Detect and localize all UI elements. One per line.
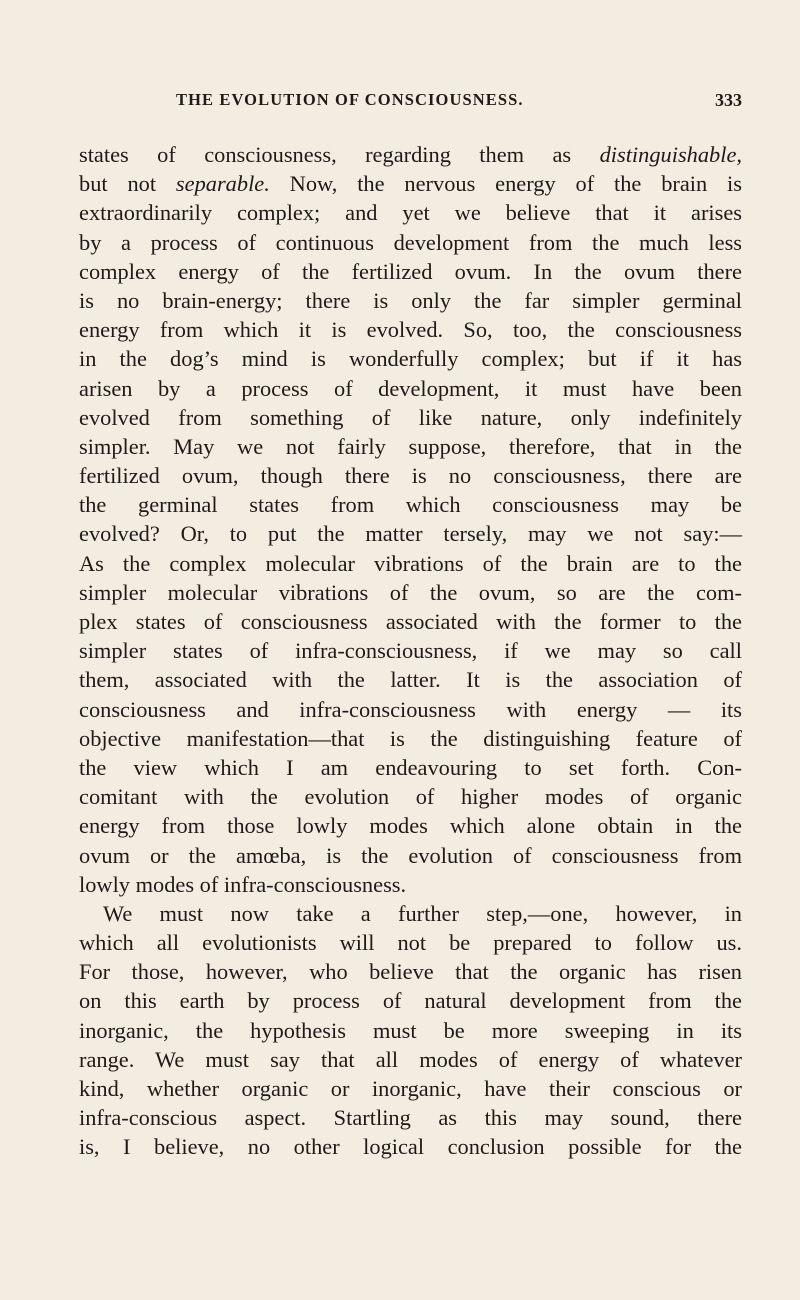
running-title: THE EVOLUTION OF CONSCIOUSNESS.: [176, 90, 524, 109]
text-run: energy from those lowly modes which alone obtain in the: [79, 813, 742, 839]
text-line: [79, 140, 742, 169]
text-line: [79, 665, 742, 694]
text-line: [79, 1045, 742, 1074]
text-run: ovum or the amœba, is the evolution of consciousness from: [79, 842, 742, 868]
text-line: [79, 753, 742, 782]
text-run: in the dog’s mind is wonderfully complex; but if it has: [79, 346, 742, 372]
text-line: [79, 841, 742, 870]
text-run: them, associated with the latter. It is the association of: [79, 667, 742, 693]
italic-run: distinguishable,: [599, 142, 742, 167]
text-line: [79, 549, 742, 578]
text-line: [79, 870, 742, 899]
page-number: 333: [715, 90, 742, 110]
text-run: complex energy of the fertilized ovum. In the ovum there: [79, 258, 742, 284]
text-run: simpler states of infra-consciousness, if we may so call: [79, 638, 742, 664]
text-line: [79, 228, 742, 257]
text-run: As the complex molecular vibrations of the brain are to the: [79, 550, 742, 576]
text-run: fertilized ovum, though there is no consciousness, there are: [79, 463, 742, 489]
text-line: [79, 928, 742, 957]
italic-run: separable.: [175, 171, 270, 197]
text-line: [79, 1132, 742, 1161]
text-line: [79, 403, 742, 432]
text-line: [79, 461, 742, 490]
text-run: plex states of consciousness associated with the former to the: [79, 609, 742, 634]
text-line: [79, 1074, 742, 1103]
text-run: simpler. May we not fairly suppose, therefore, that in the: [79, 433, 742, 459]
text-run: infra-conscious aspect. Startling as this may sound, there: [79, 1105, 742, 1131]
text-line: [79, 636, 742, 665]
text-run: lowly modes of infra-consciousness.: [79, 871, 407, 897]
text-line: [79, 782, 742, 811]
text-run: the germinal states from which consciousness may be: [79, 492, 742, 518]
text-run: the view which I am endeavouring to set forth. Con-: [79, 754, 742, 780]
text-line: [79, 374, 742, 403]
text-run: but not: [79, 171, 176, 197]
text-run: by a process of continuous development from the much less: [79, 229, 742, 255]
text-run: on this earth by process of natural development from the: [79, 988, 742, 1014]
text-line: [79, 695, 742, 724]
text-run: states of consciousness, regarding them as: [79, 142, 600, 167]
text-line: [79, 198, 742, 227]
text-run: range. We must say that all modes of energy of whatever: [79, 1046, 742, 1072]
text-run: evolved? Or, to put the matter tersely, may we not say:—: [79, 521, 742, 547]
text-line: [79, 957, 742, 986]
text-run: inorganic, the hypothesis must be more sweeping in its: [79, 1017, 742, 1043]
text-line: [79, 724, 742, 753]
text-run: arisen by a process of development, it must have been: [79, 375, 742, 401]
text-run: which all evolutionists will not be prepared to follow us.: [79, 930, 742, 956]
text-line: [79, 1103, 742, 1132]
text-line: [79, 578, 742, 607]
text-run: extraordinarily complex; and yet we believe that it arises: [79, 200, 742, 226]
text-line: [79, 986, 742, 1015]
text-run: energy from which it is evolved. So, too, the consciousness: [79, 317, 742, 343]
text-line: [79, 490, 742, 519]
text-run: is no brain-energy; there is only the far simpler germinal: [79, 287, 742, 313]
text-run: simpler molecular vibrations of the ovum, so are the com-: [79, 579, 742, 605]
text-line: [79, 607, 742, 636]
text-run: comitant with the evolution of higher modes of organic: [79, 784, 742, 810]
text-run: evolved from something of like nature, only indefinitely: [79, 404, 742, 430]
text-run: is, I believe, no other logical conclusion possible for the: [79, 1134, 742, 1160]
text-line: [79, 519, 742, 548]
text-run: kind, whether organic or inorganic, have their conscious or: [79, 1076, 742, 1101]
text-run: We must now take a further step,—one, however, in: [103, 900, 742, 926]
text-line: [79, 899, 742, 928]
text-line: [79, 432, 742, 461]
text-line: [79, 315, 742, 344]
text-line: [79, 257, 742, 286]
text-line: [79, 344, 742, 373]
text-line: [79, 286, 742, 315]
text-line: [79, 811, 742, 840]
text-run: consciousness and infra-consciousness with energy — its: [79, 696, 742, 722]
text-line: [79, 1016, 742, 1045]
text-run: Now, the nervous energy of the brain is: [269, 171, 742, 197]
text-line: [79, 169, 742, 198]
text-run: objective manifestation—that is the distinguishing feature of: [79, 725, 742, 751]
body-text: [79, 140, 742, 1162]
running-head: [0, 90, 800, 120]
text-run: For those, however, who believe that the organic has risen: [79, 959, 742, 985]
